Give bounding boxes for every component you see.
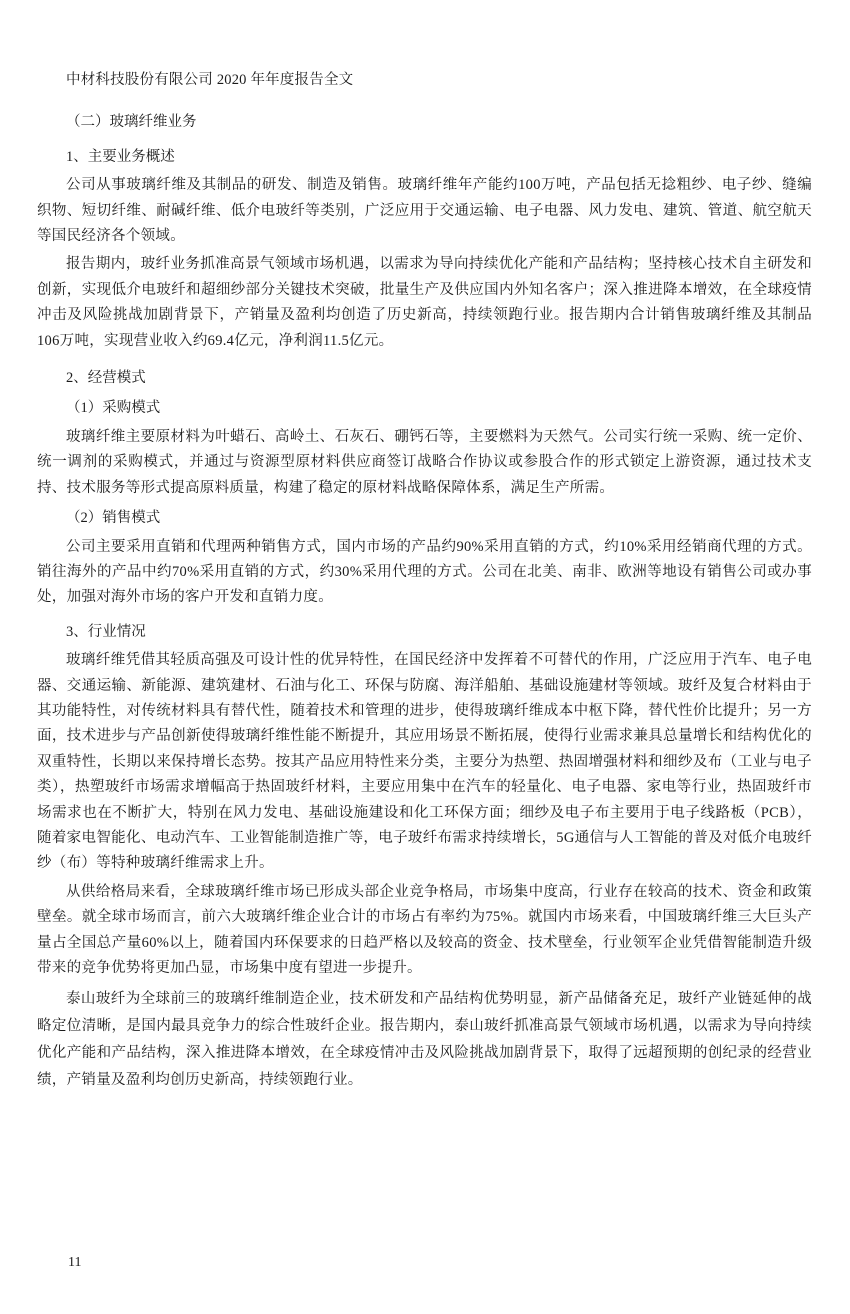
paragraph-supply-pattern: 从供给格局来看，全球玻璃纤维市场已形成头部企业竞争格局，市场集中度高，行业存在较高的技术、资金和政策壁垒。就全球市场而言，前六大玻璃纤维企业合计的市场占有率约为75%。就国内市场来看，中国玻璃纤维三大巨头产量占全国总产量60%以上，随着国内环保要求的日趋严格以及较高的资金、技术壁垒，行业领军企业凭借智能制造升级带来的竞争优势将更加凸显，市场集中度有望进一步提升。 xyxy=(37,883,812,976)
paragraph-taishan-fiberglass: 泰山玻纤为全球前三的玻璃纤维制造企业，技术研发和产品结构优势明显，新产品储备充足，玻纤产业链延伸的战略定位清晰，是国内最具竞争力的综合性玻纤企业。报告期内，泰山玻纤抓准高景气领域市场机遇，以需求为导向持续优化产能和产品结构，深入推进降本增效，在全球疫情冲击及风险挑战加剧背景下，取得了远超预期的创纪录的经营业绩，产销量及盈利均创历史新高，持续领跑行业。 xyxy=(37,991,812,1089)
subsection-heading-operating-model: 2、经营模式 xyxy=(66,370,146,387)
subheading-sales-model: （2）销售模式 xyxy=(66,510,161,527)
subheading-procurement-model: （1）采购模式 xyxy=(66,400,161,417)
paragraph-procurement-model: 玻璃纤维主要原材料为叶蜡石、高岭土、石灰石、硼钙石等，主要燃料为天然气。公司实行统一采购、统一定价、统一调剂的采购模式，并通过与资源型原材料供应商签订战略合作协议或参股合作的形式锁定上游资源，通过技术支持、技术服务等形式提高原料质量，构建了稳定的原材料战略保障体系，满足生产所需。 xyxy=(37,428,812,496)
subsection-heading-main-business-overview: 1、主要业务概述 xyxy=(66,148,175,165)
paragraph-business-overview-1: 公司从事玻璃纤维及其制品的研发、制造及销售。玻璃纤维年产能约100万吨，产品包括无捻粗纱、电子纱、缝编织物、短切纤维、耐碱纤维、低介电玻纤等类别，广泛应用于交通运输、电子电器、风力发电、建筑、管道、航空航天等国民经济各个领域。 xyxy=(37,177,812,245)
page-number: 11 xyxy=(68,1255,82,1270)
paragraph-business-overview-2: 报告期内，玻纤业务抓准高景气领域市场机遇，以需求为导向持续优化产能和产品结构；坚持核心技术自主研发和创新，实现低介电玻纤和超细纱部分关键技术突破，批量生产及供应国内外知名客户；深入推进降本增效，在全球疫情冲击及风险挑战加剧背景下，产销量及盈利均创造了历史新高，持续领跑行业。报告期内合计销售玻璃纤维及其制品106万吨，实现营业收入约69.4亿元，净利润11.5亿元。 xyxy=(37,256,812,349)
paragraph-sales-model: 公司主要采用直销和代理两种销售方式，国内市场的产品约90%采用直销的方式，约10%采用经销商代理的方式。销往海外的产品中约70%采用直销的方式，约30%采用代理的方式。公司在北美、南非、欧洲等地设有销售公司或办事处，加强对海外市场的客户开发和直销力度。 xyxy=(37,538,812,606)
report-header: 中材科技股份有限公司 2020 年年度报告全文 xyxy=(66,72,354,88)
paragraph-industry-overview: 玻璃纤维凭借其轻质高强及可设计性的优异特性，在国民经济中发挥着不可替代的作用，广泛应用于汽车、电子电器、交通运输、新能源、建筑建材、石油与化工、环保与防腐、海洋船舶、基础设施建材等领域。玻纤及复合材料由于其功能特性，对传统材料具有替代性，随着技术和管理的进步，使得玻璃纤维成本中枢下降，替代性价比提升；另一方面，技术进步与产品创新使得玻璃纤维性能不断提升，其应用场景不断拓展，使得行业需求兼具总量增长和结构优化的双重特性，长期以来保持增长态势。按其产品应用特性来分类，主要分为热塑、热固增强材料和细纱及布（工业与电子类），热塑玻纤市场需求增幅高于热固玻纤材料，主要应用集中在汽车的轻量化、电子电器、家电等行业，热固玻纤市场需求也在不断扩大，特别在风力发电、基础设施建设和化工环保方面；细纱及电子布主要用于电子线路板（PCB），随着家电智能化、电动汽车、工业智能制造推广等，电子玻纤布需求持续增长，5G通信与人工智能的普及对低介电玻纤纱（布）等特种玻璃纤维需求上升。 xyxy=(37,652,812,872)
subsection-heading-industry-situation: 3、行业情况 xyxy=(66,623,146,640)
section-heading-glass-fiber-business: （二）玻璃纤维业务 xyxy=(66,114,197,131)
